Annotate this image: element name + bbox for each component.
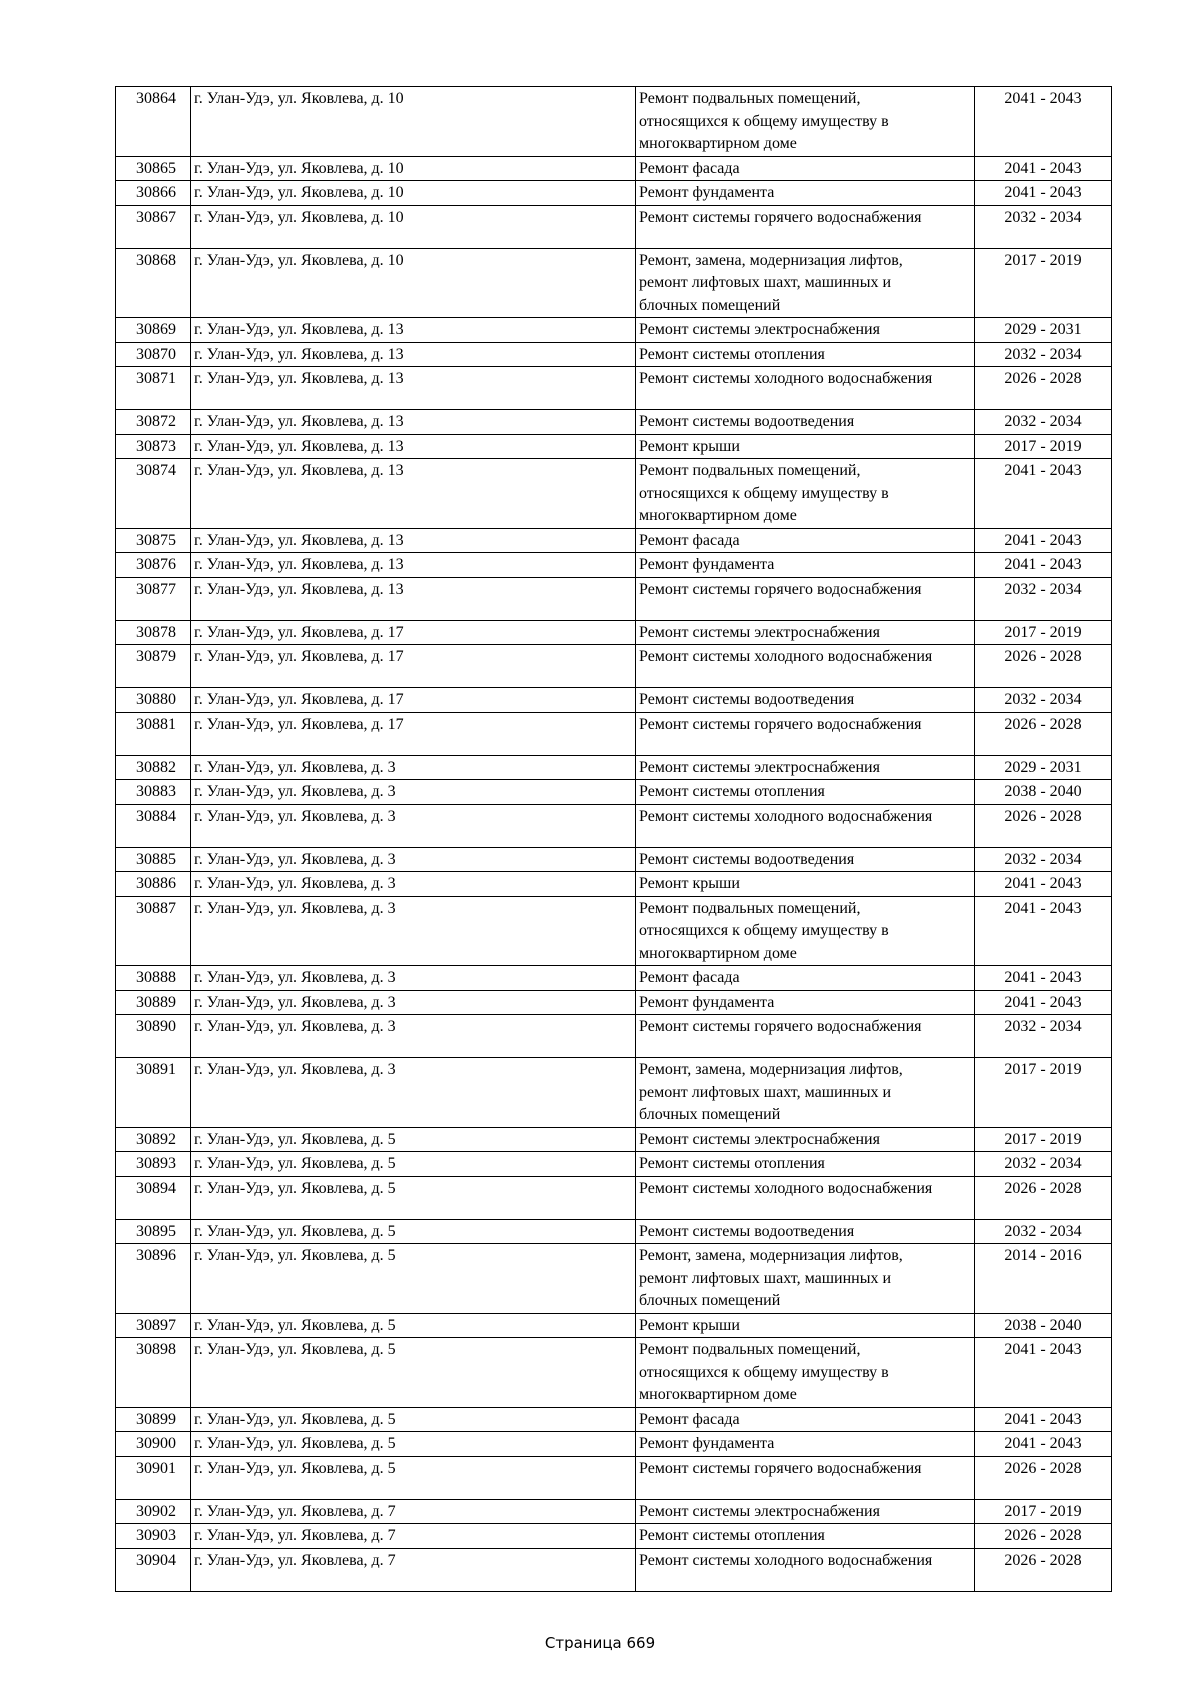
row-period: 2014 - 2016 — [975, 1244, 1112, 1314]
row-period: 2017 - 2019 — [975, 1058, 1112, 1128]
row-work-type — [636, 896, 975, 966]
table-row — [116, 990, 1112, 1015]
row-period: 2041 - 2043 — [975, 966, 1112, 991]
row-work-type — [636, 553, 975, 578]
table-row — [116, 688, 1112, 713]
row-address: г. Улан-Удэ, ул. Яковлева, д. 13 — [191, 553, 636, 578]
table-row — [116, 181, 1112, 206]
table-row — [116, 1499, 1112, 1524]
row-address: г. Улан-Удэ, ул. Яковлева, д. 5 — [191, 1127, 636, 1152]
row-number: 30875 — [116, 528, 191, 553]
row-period: 2041 - 2043 — [975, 1407, 1112, 1432]
work-type-line: Ремонт фундамента — [639, 556, 775, 573]
row-number: 30900 — [116, 1432, 191, 1457]
work-type-line: Ремонт, замена, модернизация лифтов, — [639, 1247, 903, 1264]
row-address: г. Улан-Удэ, ул. Яковлева, д. 13 — [191, 459, 636, 529]
table-row — [116, 804, 1112, 847]
row-number: 30904 — [116, 1548, 191, 1591]
row-number: 30865 — [116, 156, 191, 181]
row-address: г. Улан-Удэ, ул. Яковлева, д. 3 — [191, 990, 636, 1015]
row-period: 2041 - 2043 — [975, 1432, 1112, 1457]
row-work-type — [636, 1524, 975, 1549]
table-row — [116, 410, 1112, 435]
row-number: 30897 — [116, 1313, 191, 1338]
work-type-line: Ремонт системы горячего водоснабжения — [639, 1459, 922, 1477]
work-type-line: Ремонт подвальных помещений, — [639, 90, 861, 107]
row-number: 30882 — [116, 755, 191, 780]
work-type-line: Ремонт системы холодного водоснабжения — [639, 648, 933, 665]
row-address: г. Улан-Удэ, ул. Яковлева, д. 7 — [191, 1499, 636, 1524]
row-period: 2032 - 2034 — [975, 847, 1112, 872]
row-period: 2026 - 2028 — [975, 1524, 1112, 1549]
table-row — [116, 248, 1112, 318]
row-work-type — [636, 1015, 975, 1058]
row-address: г. Улан-Удэ, ул. Яковлева, д. 13 — [191, 434, 636, 459]
row-address: г. Улан-Удэ, ул. Яковлева, д. 3 — [191, 1015, 636, 1058]
table-row — [116, 1015, 1112, 1058]
table-row — [116, 434, 1112, 459]
row-period: 2038 - 2040 — [975, 1313, 1112, 1338]
work-type-line: относящихся к общему имуществу в — [639, 112, 889, 130]
work-type-line: ремонт лифтовых шахт, машинных и — [639, 1269, 892, 1287]
row-number: 30881 — [116, 712, 191, 755]
work-type-line: относящихся к общему имуществу в — [639, 922, 889, 939]
work-type-line: многоквартирном доме — [639, 944, 797, 962]
work-type-line: многоквартирном доме — [639, 1386, 797, 1403]
row-work-type — [636, 1499, 975, 1524]
row-address: г. Улан-Удэ, ул. Яковлева, д. 17 — [191, 712, 636, 755]
row-number: 30887 — [116, 896, 191, 966]
row-work-type — [636, 528, 975, 553]
row-number: 30872 — [116, 410, 191, 435]
row-number: 30883 — [116, 780, 191, 805]
row-number: 30869 — [116, 318, 191, 343]
table-row — [116, 1524, 1112, 1549]
row-address: г. Улан-Удэ, ул. Яковлева, д. 13 — [191, 577, 636, 620]
row-work-type — [636, 872, 975, 897]
table-row — [116, 1432, 1112, 1457]
page-number: Страница 669 — [544, 1634, 656, 1652]
row-address: г. Улан-Удэ, ул. Яковлева, д. 3 — [191, 872, 636, 897]
row-address: г. Улан-Удэ, ул. Яковлева, д. 10 — [191, 205, 636, 248]
row-period: 2032 - 2034 — [975, 1015, 1112, 1058]
table-row — [116, 896, 1112, 966]
row-address: г. Улан-Удэ, ул. Яковлева, д. 10 — [191, 87, 636, 157]
row-address: г. Улан-Удэ, ул. Яковлева, д. 3 — [191, 780, 636, 805]
table-row — [116, 1219, 1112, 1244]
work-type-line: Ремонт системы водоотведения — [639, 691, 855, 708]
work-type-line: Ремонт системы горячего водоснабжения — [639, 580, 922, 598]
work-type-line: многоквартирном доме — [639, 135, 797, 152]
row-address: г. Улан-Удэ, ул. Яковлева, д. 10 — [191, 156, 636, 181]
row-address: г. Улан-Удэ, ул. Яковлева, д. 5 — [191, 1152, 636, 1177]
row-number: 30886 — [116, 872, 191, 897]
table-row — [116, 342, 1112, 367]
work-type-line: Ремонт подвальных помещений, — [639, 462, 861, 479]
row-period: 2017 - 2019 — [975, 1127, 1112, 1152]
work-type-line: Ремонт системы электроснабжения — [639, 623, 880, 641]
row-number: 30898 — [116, 1338, 191, 1408]
row-period: 2029 - 2031 — [975, 318, 1112, 343]
table-body — [116, 87, 1112, 1592]
row-number: 30873 — [116, 434, 191, 459]
row-work-type — [636, 434, 975, 459]
table-row — [116, 1244, 1112, 1314]
row-address: г. Улан-Удэ, ул. Яковлева, д. 5 — [191, 1313, 636, 1338]
row-work-type — [636, 1176, 975, 1219]
work-type-line: Ремонт фасада — [639, 969, 740, 986]
row-number: 30864 — [116, 87, 191, 157]
table-row — [116, 755, 1112, 780]
table-row — [116, 1127, 1112, 1152]
work-type-line: Ремонт фундамента — [639, 1435, 775, 1452]
row-number: 30866 — [116, 181, 191, 206]
table-row — [116, 1338, 1112, 1408]
row-work-type — [636, 1219, 975, 1244]
row-work-type — [636, 342, 975, 367]
row-address: г. Улан-Удэ, ул. Яковлева, д. 5 — [191, 1176, 636, 1219]
work-type-line: Ремонт системы отопления — [639, 783, 825, 800]
work-type-line: Ремонт системы холодного водоснабжения — [639, 1551, 933, 1569]
work-type-line: многоквартирном доме — [639, 507, 797, 524]
row-address: г. Улан-Удэ, ул. Яковлева, д. 3 — [191, 1058, 636, 1128]
table-row — [116, 156, 1112, 181]
work-type-line: Ремонт фасада — [639, 531, 740, 549]
row-work-type — [636, 1432, 975, 1457]
row-period: 2029 - 2031 — [975, 755, 1112, 780]
row-period: 2017 - 2019 — [975, 248, 1112, 318]
row-work-type — [636, 248, 975, 318]
table-row — [116, 318, 1112, 343]
row-period: 2026 - 2028 — [975, 712, 1112, 755]
row-work-type — [636, 645, 975, 688]
work-type-line: Ремонт системы холодного водоснабжения — [639, 370, 933, 387]
work-type-line: Ремонт крыши — [639, 1316, 740, 1334]
work-type-line: Ремонт системы горячего водоснабжения — [639, 715, 922, 733]
work-type-line: Ремонт подвальных помещений, — [639, 1341, 861, 1358]
work-type-line: Ремонт системы водоотведения — [639, 413, 855, 430]
row-address: г. Улан-Удэ, ул. Яковлева, д. 5 — [191, 1407, 636, 1432]
row-work-type — [636, 1456, 975, 1499]
table-row — [116, 780, 1112, 805]
row-number: 30896 — [116, 1244, 191, 1314]
table-row — [116, 1058, 1112, 1128]
row-work-type — [636, 990, 975, 1015]
row-period: 2041 - 2043 — [975, 553, 1112, 578]
row-work-type — [636, 1152, 975, 1177]
row-work-type — [636, 620, 975, 645]
row-period: 2038 - 2040 — [975, 780, 1112, 805]
row-address: г. Улан-Удэ, ул. Яковлева, д. 17 — [191, 620, 636, 645]
row-work-type — [636, 181, 975, 206]
table-row — [116, 1456, 1112, 1499]
work-type-line: Ремонт крыши — [639, 437, 740, 455]
row-number: 30892 — [116, 1127, 191, 1152]
row-number: 30871 — [116, 367, 191, 410]
row-period: 2032 - 2034 — [975, 688, 1112, 713]
row-number: 30877 — [116, 577, 191, 620]
row-period: 2026 - 2028 — [975, 367, 1112, 410]
row-work-type — [636, 577, 975, 620]
row-number: 30878 — [116, 620, 191, 645]
table-row — [116, 712, 1112, 755]
row-period: 2026 - 2028 — [975, 804, 1112, 847]
row-address: г. Улан-Удэ, ул. Яковлева, д. 3 — [191, 966, 636, 991]
row-address: г. Улан-Удэ, ул. Яковлева, д. 3 — [191, 847, 636, 872]
row-address: г. Улан-Удэ, ул. Яковлева, д. 5 — [191, 1219, 636, 1244]
work-type-line: блочных помещений — [639, 1292, 781, 1309]
work-type-line: относящихся к общему имуществу в — [639, 484, 889, 502]
row-number: 30902 — [116, 1499, 191, 1524]
work-type-line: блочных помещений — [639, 296, 781, 314]
row-work-type — [636, 87, 975, 157]
row-period: 2026 - 2028 — [975, 645, 1112, 688]
row-address: г. Улан-Удэ, ул. Яковлева, д. 3 — [191, 804, 636, 847]
row-work-type — [636, 966, 975, 991]
row-work-type — [636, 1244, 975, 1314]
table-row — [116, 87, 1112, 157]
row-address: г. Улан-Удэ, ул. Яковлева, д. 5 — [191, 1432, 636, 1457]
work-type-line: Ремонт фасада — [639, 1410, 740, 1428]
table-row — [116, 966, 1112, 991]
table-row — [116, 1313, 1112, 1338]
row-number: 30899 — [116, 1407, 191, 1432]
row-period: 2026 - 2028 — [975, 1456, 1112, 1499]
row-number: 30868 — [116, 248, 191, 318]
row-number: 30884 — [116, 804, 191, 847]
row-address: г. Улан-Удэ, ул. Яковлева, д. 10 — [191, 181, 636, 206]
row-period: 2026 - 2028 — [975, 1548, 1112, 1591]
row-work-type — [636, 410, 975, 435]
row-period: 2026 - 2028 — [975, 1176, 1112, 1219]
row-number: 30888 — [116, 966, 191, 991]
work-type-line: Ремонт крыши — [639, 875, 740, 892]
row-period: 2041 - 2043 — [975, 181, 1112, 206]
repair-schedule-table — [115, 86, 1112, 1592]
row-work-type — [636, 688, 975, 713]
table-row — [116, 872, 1112, 897]
table-row — [116, 367, 1112, 410]
work-type-line: относящихся к общему имуществу в — [639, 1363, 889, 1381]
row-period: 2032 - 2034 — [975, 342, 1112, 367]
table-row — [116, 1152, 1112, 1177]
row-address: г. Улан-Удэ, ул. Яковлева, д. 7 — [191, 1548, 636, 1591]
table-row — [116, 577, 1112, 620]
work-type-line: Ремонт системы электроснабжения — [639, 1502, 880, 1520]
row-number: 30870 — [116, 342, 191, 367]
row-work-type — [636, 1127, 975, 1152]
work-type-line: Ремонт системы водоотведения — [639, 1222, 855, 1240]
row-address: г. Улан-Удэ, ул. Яковлева, д. 17 — [191, 645, 636, 688]
row-address: г. Улан-Удэ, ул. Яковлева, д. 3 — [191, 755, 636, 780]
row-number: 30893 — [116, 1152, 191, 1177]
row-work-type — [636, 1548, 975, 1591]
table-row — [116, 645, 1112, 688]
work-type-line: Ремонт системы электроснабжения — [639, 1130, 880, 1148]
work-type-line: Ремонт системы водоотведения — [639, 850, 855, 868]
row-period: 2032 - 2034 — [975, 1152, 1112, 1177]
row-work-type — [636, 1407, 975, 1432]
table-row — [116, 620, 1112, 645]
work-type-line: Ремонт фундамента — [639, 993, 775, 1011]
work-type-line: Ремонт системы отопления — [639, 1527, 825, 1544]
table-row — [116, 553, 1112, 578]
row-address: г. Улан-Удэ, ул. Яковлева, д. 5 — [191, 1338, 636, 1408]
row-period: 2041 - 2043 — [975, 990, 1112, 1015]
row-address: г. Улан-Удэ, ул. Яковлева, д. 13 — [191, 318, 636, 343]
table-row — [116, 1407, 1112, 1432]
row-number: 30885 — [116, 847, 191, 872]
row-number: 30890 — [116, 1015, 191, 1058]
row-address: г. Улан-Удэ, ул. Яковлева, д. 7 — [191, 1524, 636, 1549]
work-type-line: Ремонт системы отопления — [639, 345, 825, 363]
row-address: г. Улан-Удэ, ул. Яковлева, д. 13 — [191, 410, 636, 435]
row-address: г. Улан-Удэ, ул. Яковлева, д. 13 — [191, 367, 636, 410]
work-type-line: Ремонт, замена, модернизация лифтов, — [639, 1061, 903, 1078]
work-type-line: Ремонт подвальных помещений, — [639, 899, 861, 917]
row-work-type — [636, 318, 975, 343]
row-period: 2032 - 2034 — [975, 205, 1112, 248]
row-address: г. Улан-Удэ, ул. Яковлева, д. 5 — [191, 1244, 636, 1314]
work-type-line: Ремонт системы электроснабжения — [639, 758, 880, 776]
row-work-type — [636, 156, 975, 181]
work-type-line: Ремонт фундамента — [639, 184, 775, 201]
row-work-type — [636, 804, 975, 847]
work-type-line: Ремонт фасада — [639, 159, 740, 177]
row-address: г. Улан-Удэ, ул. Яковлева, д. 13 — [191, 342, 636, 367]
row-period: 2041 - 2043 — [975, 156, 1112, 181]
row-period: 2017 - 2019 — [975, 1499, 1112, 1524]
registry-sheet — [115, 86, 1111, 1592]
row-number: 30901 — [116, 1456, 191, 1499]
row-address: г. Улан-Удэ, ул. Яковлева, д. 13 — [191, 528, 636, 553]
row-period: 2017 - 2019 — [975, 434, 1112, 459]
work-type-line: Ремонт системы холодного водоснабжения — [639, 807, 933, 825]
row-period: 2041 - 2043 — [975, 528, 1112, 553]
row-number: 30889 — [116, 990, 191, 1015]
row-work-type — [636, 1338, 975, 1408]
row-number: 30874 — [116, 459, 191, 529]
row-number: 30867 — [116, 205, 191, 248]
work-type-line: Ремонт системы отопления — [639, 1155, 825, 1172]
row-work-type — [636, 755, 975, 780]
table-row — [116, 205, 1112, 248]
row-work-type — [636, 367, 975, 410]
row-period: 2041 - 2043 — [975, 1338, 1112, 1408]
table-row — [116, 459, 1112, 529]
row-address: г. Улан-Удэ, ул. Яковлева, д. 17 — [191, 688, 636, 713]
row-period: 2017 - 2019 — [975, 620, 1112, 645]
row-number: 30894 — [116, 1176, 191, 1219]
row-period: 2041 - 2043 — [975, 896, 1112, 966]
row-number: 30891 — [116, 1058, 191, 1128]
row-work-type — [636, 1313, 975, 1338]
row-number: 30879 — [116, 645, 191, 688]
row-number: 30895 — [116, 1219, 191, 1244]
row-work-type — [636, 847, 975, 872]
row-period: 2041 - 2043 — [975, 459, 1112, 529]
row-period: 2032 - 2034 — [975, 577, 1112, 620]
row-period: 2041 - 2043 — [975, 872, 1112, 897]
work-type-line: Ремонт системы электроснабжения — [639, 321, 880, 338]
table-row — [116, 1548, 1112, 1591]
work-type-line: Ремонт системы горячего водоснабжения — [639, 1018, 922, 1035]
row-period: 2032 - 2034 — [975, 1219, 1112, 1244]
row-period: 2041 - 2043 — [975, 87, 1112, 157]
work-type-line: Ремонт системы холодного водоснабжения — [639, 1179, 933, 1197]
row-number: 30880 — [116, 688, 191, 713]
row-period: 2032 - 2034 — [975, 410, 1112, 435]
table-row — [116, 1176, 1112, 1219]
row-address: г. Улан-Удэ, ул. Яковлева, д. 5 — [191, 1456, 636, 1499]
row-address: г. Улан-Удэ, ул. Яковлева, д. 10 — [191, 248, 636, 318]
row-work-type — [636, 780, 975, 805]
row-work-type — [636, 205, 975, 248]
work-type-line: ремонт лифтовых шахт, машинных и — [639, 274, 892, 291]
row-address: г. Улан-Удэ, ул. Яковлева, д. 3 — [191, 896, 636, 966]
row-work-type — [636, 712, 975, 755]
row-work-type — [636, 1058, 975, 1128]
row-number: 30876 — [116, 553, 191, 578]
table-row — [116, 847, 1112, 872]
row-work-type — [636, 459, 975, 529]
work-type-line: Ремонт системы горячего водоснабжения — [639, 208, 922, 226]
work-type-line: блочных помещений — [639, 1106, 781, 1123]
table-row — [116, 528, 1112, 553]
work-type-line: Ремонт, замена, модернизация лифтов, — [639, 251, 903, 269]
row-number: 30903 — [116, 1524, 191, 1549]
work-type-line: ремонт лифтовых шахт, машинных и — [639, 1083, 892, 1101]
